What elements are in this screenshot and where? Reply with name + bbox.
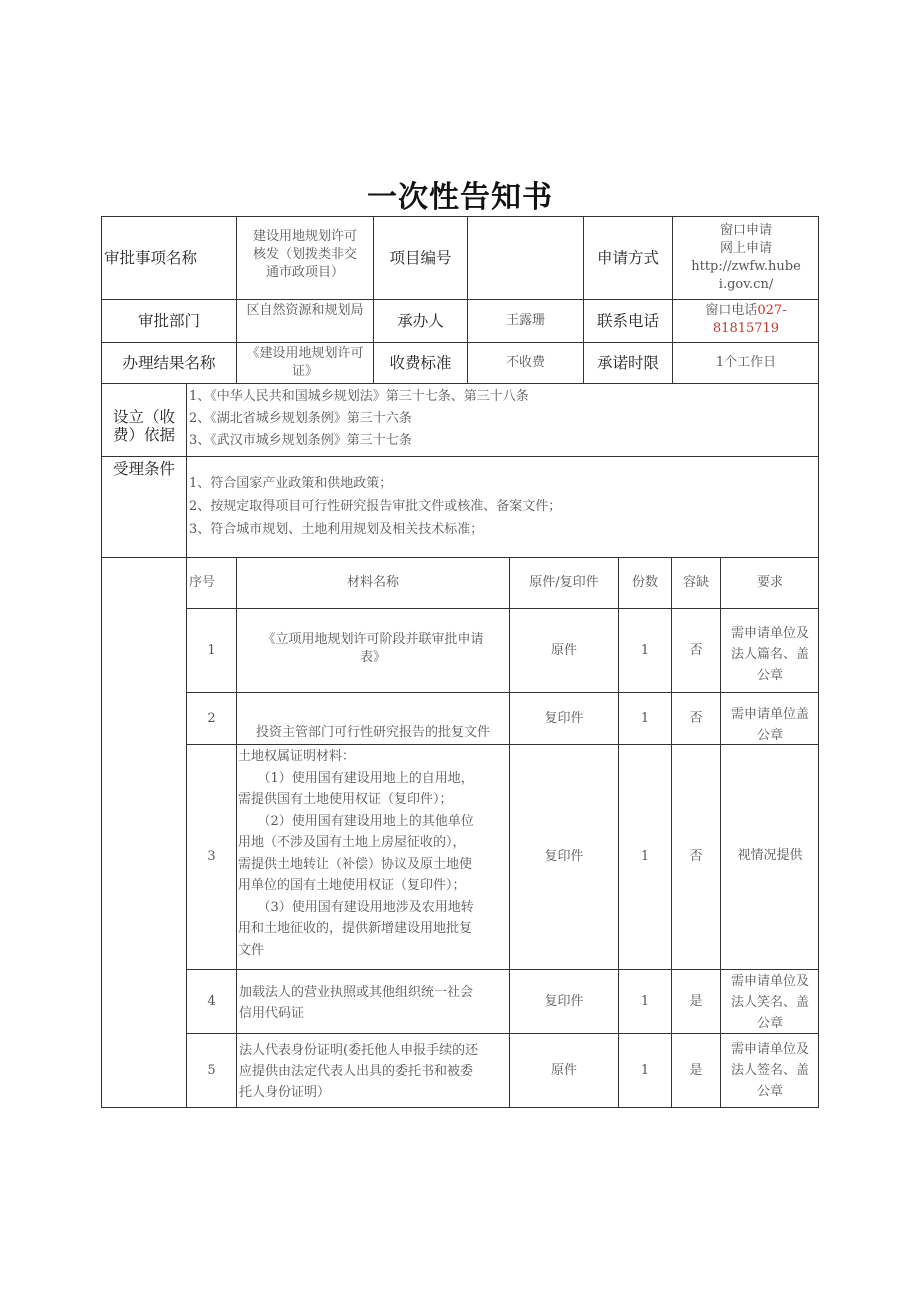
apply-method-line: 网上申请 [719,241,772,256]
material-type: 复印件 [544,993,584,1009]
material-name [237,631,509,681]
phone-prefix: 窗口电话 [705,303,758,318]
handler-label: 承办人 [397,312,444,330]
material-copies: 1 [640,1062,650,1078]
material-requirement [721,623,819,683]
basis-item: 2、《湖北省城乡规划条例》第三十六条 [189,411,412,426]
material-requirement [721,847,819,869]
material-name-line: 加载法人的营业执照或其他组织统一社会 [239,985,474,1000]
fee-label: 收费标准 [389,354,452,372]
material-name-line: 土地权属证明材料： [238,749,356,764]
material-req-line: 公章 [756,668,783,683]
material-req-line: 法人篇名、盖 [730,647,809,662]
material-req-line: 需申请单位盖 [730,707,809,722]
material-requirement [721,1039,819,1105]
material-no: 3 [207,849,216,864]
basis-list [187,386,817,454]
material-name-line: 需提供国有土地使用权证（复印件）； [238,792,453,807]
material-copies: 1 [640,642,650,658]
material-name-line: 应提供由法定代表人出具的委托书和被委 [239,1064,474,1079]
material-name-line: 用地（不涉及国有土地上房屋征收的）， [238,835,466,850]
item-name-line: 建设用地规划许可 [252,229,357,244]
basis-label-line: 设立（收 [112,408,175,426]
dept-label: 审批部门 [137,312,200,330]
phone-value [673,302,819,342]
apply-method-label: 申请方式 [596,249,659,267]
basis-item: 3、《武汉市城乡规划条例》第三十七条 [189,433,412,448]
apply-method-line: 窗口申请 [719,223,772,238]
material-no: 1 [207,642,216,658]
conditions-label: 受理条件 [112,460,175,478]
project-no-value [468,217,583,299]
page-title: 一次性告知书 [367,180,553,215]
row-divider [186,969,819,970]
material-copies: 1 [640,849,650,864]
apply-method-value [673,222,819,298]
col-header-no: 序号 [189,575,216,590]
material-name-line: 用单位的国有土地使用权证（复印件）； [238,878,466,893]
material-type: 原件 [550,642,577,658]
material-optional: 否 [689,849,703,864]
col-header-optional: 容缺 [682,575,709,590]
phone-label: 联系电话 [596,312,659,330]
apply-method-line: http://zwfw.hube [691,259,801,274]
condition-item: 2、按规定取得项目可行性研究报告审批文件或核准、备案文件； [189,499,562,514]
item-name-line: 核发（划拨类非交 [252,247,357,262]
result-line: 证》 [291,364,318,379]
material-no: 4 [207,993,216,1009]
conditions-list [187,472,817,552]
material-name-line: 表》 [359,650,386,665]
apply-method-line: i.gov.cn/ [718,277,774,292]
material-req-line: 需申请单位及 [730,1042,809,1057]
material-optional: 是 [689,993,703,1009]
material-optional: 否 [689,710,703,726]
phone-number-part1: 027- [757,303,787,318]
material-req-line: 法人笑名、盖 [730,995,809,1010]
material-name [237,1040,509,1104]
material-optional: 否 [689,642,703,658]
basis-item: 1、《中华人民共和国城乡规划法》第三十七条、第三十八条 [189,389,529,404]
material-type: 原件 [550,1062,577,1078]
promise-label: 承诺时限 [596,354,659,372]
row-divider [101,456,819,457]
material-req-line: 需申请单位及 [730,974,809,989]
material-name [237,724,509,744]
col-header-type: 原件/复印件 [529,575,599,590]
material-name [237,982,509,1024]
row-divider [186,608,819,609]
material-type: 复印件 [544,710,584,726]
material-requirement [721,971,819,1033]
material-copies: 1 [640,993,650,1009]
item-name-value [237,228,373,288]
material-req-line: 公章 [756,728,783,743]
col-header-name: 材料名称 [346,575,399,590]
material-name-line: 需提供土地转让（补偿）协议及原土地使 [238,856,473,872]
material-name-line: （1）使用国有建设用地上的自用地， [238,770,474,786]
material-name-line: （3）使用国有建设用地涉及农用地转 [238,899,474,915]
item-name-line: 通市政项目） [265,265,344,280]
fee-value: 不收费 [505,355,545,370]
basis-label [102,408,186,456]
material-req-line: 公章 [756,1016,783,1031]
promise-value: 1个工作日 [715,355,777,370]
material-type: 复印件 [544,849,584,864]
condition-item: 1、符合国家产业政策和供地政策； [189,476,393,491]
col-header-copies: 份数 [631,575,658,590]
dept-value: 区自然资源和规划局 [246,303,364,318]
col-header-requirement: 要求 [756,575,783,590]
row-divider [186,692,819,693]
result-value [237,345,373,383]
material-name-line: （2）使用国有建设用地上的其他单位 [238,813,474,829]
material-name-line: 法人代表身份证明(委托他人申报手续的还 [239,1043,479,1058]
material-optional: 是 [689,1062,703,1078]
result-label: 办理结果名称 [122,354,216,372]
material-req-line: 公章 [756,1084,783,1099]
row-divider [101,383,819,384]
material-name-line: 托人身份证明） [239,1085,331,1100]
material-req-line: 视情况提供 [737,848,803,863]
material-name-line: 信用代码证 [239,1006,305,1021]
handler-value: 王露珊 [505,313,545,328]
project-no-label: 项目编号 [389,249,452,267]
material-req-line: 法人签名、盖 [730,1063,809,1078]
basis-label-line: 费）依据 [112,426,175,444]
material-name [237,746,509,968]
material-name-line: 投资主管部门可行性研究报告的批复文件 [255,725,490,740]
phone-number-part2: 81815719 [712,321,780,336]
material-name-line: 用和土地征收的，提供新增建设用地批复 [238,921,473,936]
material-requirement [721,704,819,744]
item-name-label: 审批事项名称 [104,249,198,267]
material-name-line: 文件 [238,942,265,958]
condition-item: 3、符合城市规划、土地利用规划及相关技术标准； [189,522,484,537]
material-no: 2 [207,710,216,726]
material-no: 5 [207,1062,216,1078]
material-copies: 1 [640,710,650,726]
material-req-line: 需申请单位及 [730,626,809,641]
material-name-line: 《立项用地规划许可阶段并联审批申请 [262,632,484,647]
result-line: 《建设用地规划许可 [246,346,364,361]
